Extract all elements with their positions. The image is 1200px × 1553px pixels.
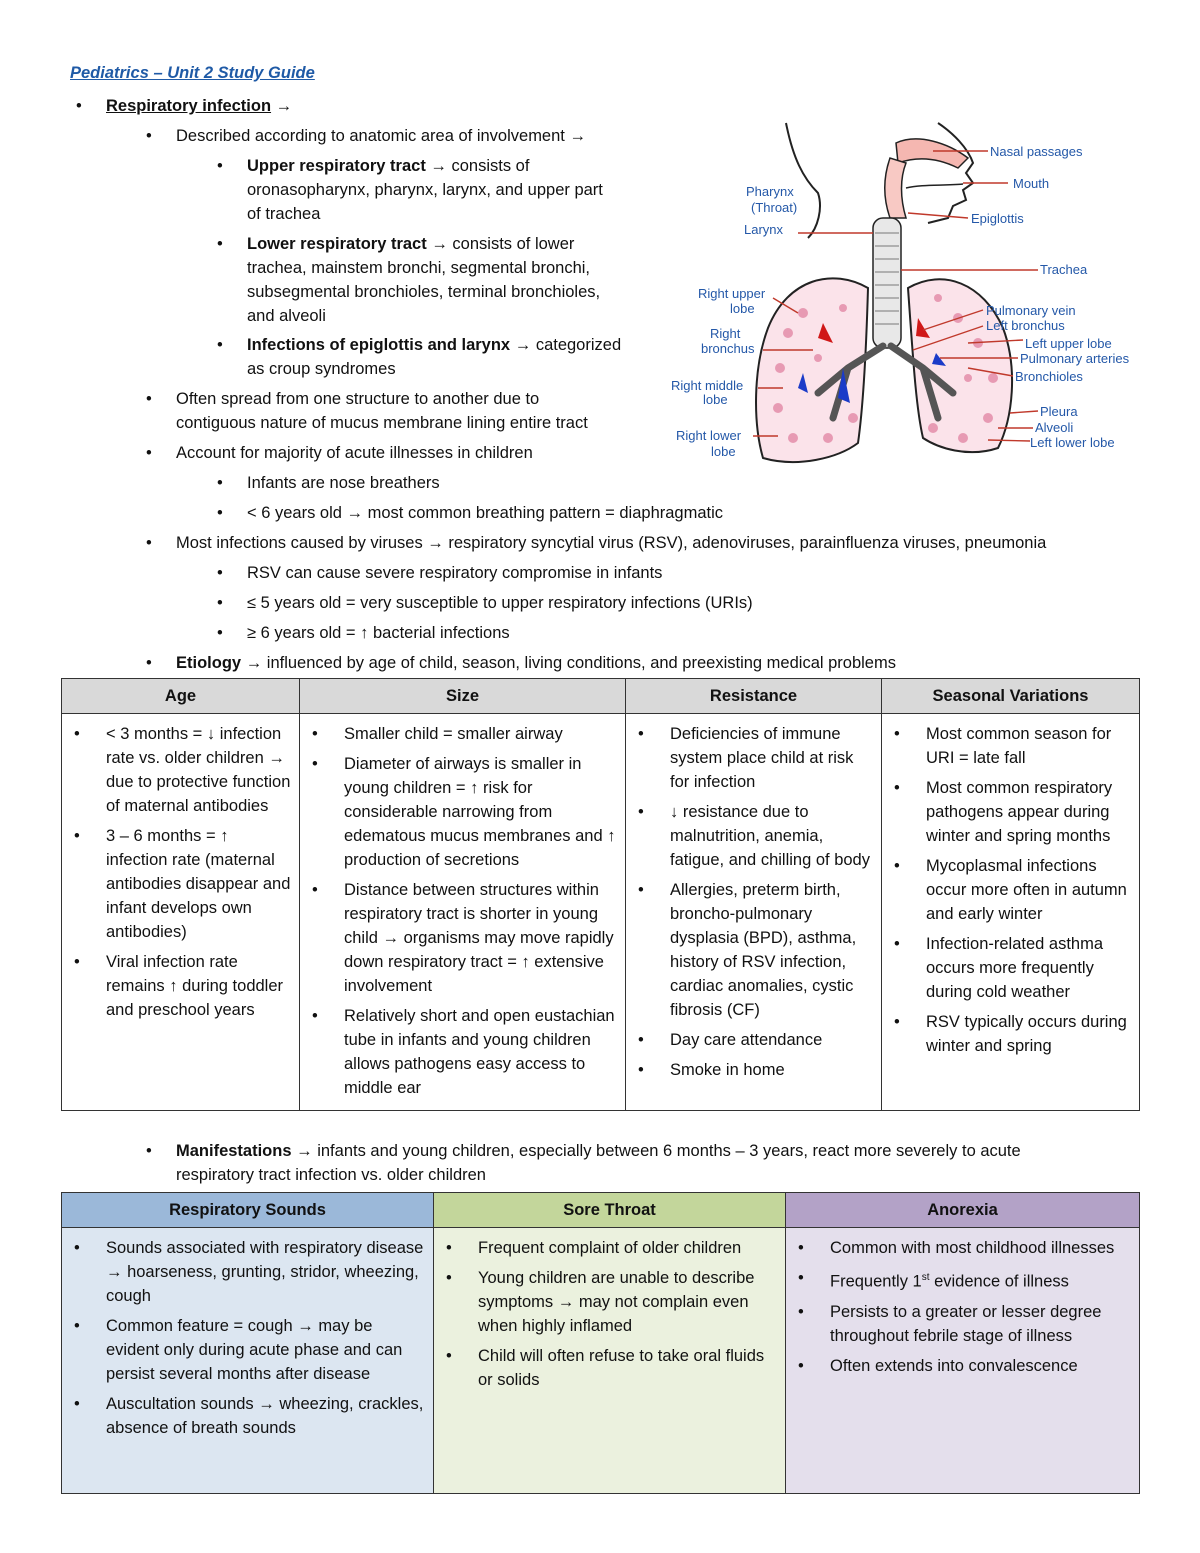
label-nasal-passages: Nasal passages — [990, 144, 1083, 159]
bullet-text: Infants are nose breathers — [247, 474, 440, 492]
cell-sore-throat — [434, 1228, 786, 1494]
tongue-line — [906, 184, 963, 188]
header-resistance: Resistance — [626, 679, 882, 714]
label-epiglottis: Epiglottis — [971, 211, 1024, 226]
nasal-cavity — [896, 139, 968, 168]
bullet-viruses: • Most infections caused by viruses → respiratory syncytial virus (RSV), adenoviruses, parainfluenza viruses, pneumonia — [146, 534, 1047, 552]
label-right-bronchus-2: bronchus — [701, 341, 755, 356]
bullet-text: of trachea — [247, 205, 321, 223]
bullet-text: RSV can cause severe respiratory compromise in infants — [247, 564, 663, 582]
label-right-upper-lobe: Right upper — [698, 286, 766, 301]
label-right-lower-lobe: Right lower — [676, 428, 742, 443]
list-item: • Infection-related asthma occurs more frequently during cold weather — [926, 932, 1133, 1004]
label-mouth: Mouth — [1013, 176, 1050, 191]
label-trachea: Trachea — [1040, 262, 1088, 277]
list-item: • Diameter of airways is smaller in young children = ↑ risk for considerable narrowing from edematous mucus membranes and ↑ production of secretions — [344, 752, 619, 872]
bullet-text: ≤ 5 years old = very susceptible to upper respiratory infections (URIs) — [247, 594, 753, 612]
bullet-spread: • Often spread from one structure to another due to contiguous nature of mucus membrane lining entire tract — [146, 390, 588, 432]
lower-tract-label: Lower respiratory tract — [247, 235, 427, 253]
bullet-text: consists of lower — [452, 235, 575, 253]
list-item: • Viral infection rate remains ↑ during toddler and preschool years — [106, 950, 293, 1022]
label-alveoli: Alveoli — [1035, 420, 1074, 435]
manifestations-table — [61, 1192, 1140, 1494]
arrow-icon: → — [431, 235, 448, 253]
header-anorexia: Anorexia — [786, 1193, 1140, 1228]
header-sore-throat: Sore Throat — [434, 1193, 786, 1228]
arrow-icon: → — [346, 504, 364, 522]
list-item: • Smaller child = smaller airway — [344, 722, 619, 746]
list-item: • Common with most childhood illnesses — [830, 1236, 1133, 1260]
bullet-etiology: • Etiology → influenced by age of child, season, living conditions, and preexisting medical problems — [146, 654, 896, 672]
bullet-rsv: • RSV can cause severe respiratory compromise in infants — [217, 564, 663, 582]
list-item: • Sounds associated with respiratory disease → hoarseness, grunting, stridor, wheezing, cough — [106, 1236, 427, 1308]
anorexia-text: evidence of illness — [929, 1272, 1069, 1291]
list-item: • Most common season for URI = late fall — [926, 722, 1133, 770]
bullet-text: oronasopharynx, pharynx, larynx, and upper part — [247, 181, 603, 199]
list-item: • Child will often refuse to take oral fluids or solids — [478, 1344, 779, 1392]
respiratory-system-diagram — [668, 118, 1148, 473]
label-pleura: Pleura — [1040, 404, 1078, 419]
list-item: • Frequent complaint of older children — [478, 1236, 779, 1260]
header-respiratory-sounds: Respiratory Sounds — [62, 1193, 434, 1228]
label-right-upper-lobe-2: lobe — [730, 301, 755, 316]
arrow-icon: → — [514, 336, 532, 354]
page-title: Pediatrics – Unit 2 Study Guide — [70, 64, 315, 82]
label-throat: (Throat) — [751, 200, 798, 215]
arrow-icon: → — [245, 654, 263, 672]
bullet-described: • Described according to anatomic area of involvement → — [146, 127, 586, 145]
label-pharynx: Pharynx — [746, 184, 794, 199]
arrow-icon: → — [275, 97, 293, 115]
list-item: • Young children are unable to describe symptoms → may not complain even when highly inflamed — [478, 1266, 779, 1338]
list-item: • Most common respiratory pathogens appear during winter and spring months — [926, 776, 1133, 848]
bullet-majority: • Account for majority of acute illnesses in children — [146, 444, 533, 462]
bullet-text: infants and young children, especially between 6 months – 3 years, react more severely to acute — [317, 1142, 1021, 1160]
label-right-middle-lobe: Right middle — [671, 378, 744, 393]
bullet-text: contiguous nature of mucus membrane lining entire tract — [176, 414, 588, 432]
manifestations-label: Manifestations — [176, 1142, 292, 1160]
arrow-icon: → — [569, 127, 586, 145]
label-pulmonary-vein: Pulmonary vein — [986, 303, 1076, 318]
list-item: • Mycoplasmal infections occur more often in autumn and early winter — [926, 854, 1133, 926]
bullet-text: respiratory tract infection vs. older children — [176, 1166, 486, 1184]
bullet-text: influenced by age of child, season, living conditions, and preexisting medical problems — [266, 654, 896, 672]
bullet-text: respiratory syncytial virus (RSV), adenoviruses, parainfluenza viruses, pneumonia — [448, 534, 1047, 552]
bullet-text: categorized — [535, 336, 622, 354]
list-item: • < 3 months = ↓ infection rate vs. older children → due to protective function of maternal antibodies — [106, 722, 293, 818]
arrow-icon: → — [427, 534, 444, 552]
cell-resistance — [626, 714, 882, 1111]
label-right-lower-lobe-2: lobe — [711, 444, 736, 459]
list-item: • ↓ resistance due to malnutrition, anemia, fatigue, and chilling of body — [670, 800, 875, 872]
list-item: • Persists to a greater or lesser degree throughout febrile stage of illness — [830, 1300, 1133, 1348]
list-item: • Relatively short and open eustachian tube in infants and young children allows pathogens easy access to middle ear — [344, 1004, 619, 1100]
label-left-bronchus: Left bronchus — [986, 318, 1065, 333]
superscript: st — [921, 1272, 930, 1283]
list-item: • Deficiencies of immune system place child at risk for infection — [670, 722, 875, 794]
label-right-bronchus: Right — [710, 326, 741, 341]
list-item: • Often extends into convalescence — [830, 1354, 1133, 1378]
bullet-text: Described according to anatomic area of involvement — [176, 127, 565, 145]
pharynx-shape — [885, 158, 906, 218]
label-right-middle-lobe-2: lobe — [703, 392, 728, 407]
bullet-text: trachea, mainstem bronchi, segmental bronchi, — [247, 259, 591, 277]
list-item — [830, 1266, 1133, 1294]
arrow-icon: → — [430, 157, 447, 175]
list-item: • Smoke in home — [670, 1058, 875, 1082]
label-bronchioles: Bronchioles — [1015, 369, 1083, 384]
label-left-lower-lobe: Left lower lobe — [1030, 435, 1115, 450]
bullet-text: < 6 years old — [247, 504, 342, 522]
bullet-text: most common breathing pattern = diaphragmatic — [367, 504, 724, 522]
epiglottis-label: Infections of epiglottis and larynx — [247, 336, 511, 354]
label-larynx: Larynx — [744, 222, 784, 237]
bullet-text: Often spread from one structure to another due to — [176, 390, 540, 408]
label-left-upper-lobe: Left upper lobe — [1025, 336, 1112, 351]
list-item: • Auscultation sounds → wheezing, crackles, absence of breath sounds — [106, 1392, 427, 1440]
bullet-nose-breathers: • Infants are nose breathers — [217, 474, 440, 492]
bullet-ge6: • ≥ 6 years old = ↑ bacterial infections — [217, 624, 510, 642]
label-pulmonary-arteries: Pulmonary arteries — [1020, 351, 1130, 366]
arrow-icon: → — [296, 1142, 313, 1160]
bullet-text: and alveoli — [247, 307, 326, 325]
cell-respiratory-sounds — [62, 1228, 434, 1494]
head-outline — [786, 123, 820, 238]
cell-anorexia — [786, 1228, 1140, 1494]
right-lung — [756, 278, 868, 462]
bullet-lower-tract: • Lower respiratory tract → consists of lower trachea, mainstem bronchi, segmental bronchi, subsegmental bronchioles, terminal bronchioles, and alveoli — [217, 235, 601, 325]
bullet-six-years: • < 6 years old → most common breathing pattern = diaphragmatic — [217, 504, 724, 522]
list-item: • Allergies, preterm birth, broncho-pulmonary dysplasia (BPD), asthma, history of RSV infection, cardiac anomalies, cystic fibrosis (CF) — [670, 878, 875, 1022]
etiology-table — [61, 678, 1140, 1111]
bullet-manifestations: • Manifestations → infants and young children, especially between 6 months – 3 years, react more severely to acute respiratory tract infection vs. older children — [146, 1142, 1021, 1184]
face-outline — [928, 123, 973, 223]
cell-seasonal — [882, 714, 1140, 1111]
cell-size — [300, 714, 626, 1111]
bullet-text: ≥ 6 years old = ↑ bacterial infections — [247, 624, 510, 642]
bullet-text: consists of — [451, 157, 530, 175]
bullet-le5: • ≤ 5 years old = very susceptible to upper respiratory infections (URIs) — [217, 594, 753, 612]
list-item: • 3 – 6 months = ↑ infection rate (maternal antibodies disappear and infant develops own antibodies) — [106, 824, 293, 944]
header-size: Size — [300, 679, 626, 714]
upper-tract-label: Upper respiratory tract — [247, 157, 426, 175]
bullet-text: Most infections caused by viruses — [176, 534, 423, 552]
list-item: • Day care attendance — [670, 1028, 875, 1052]
bullet-text: subsegmental bronchioles, terminal bronchioles, — [247, 283, 601, 301]
trachea-shape — [873, 218, 901, 348]
header-age: Age — [62, 679, 300, 714]
list-item: • RSV typically occurs during winter and spring — [926, 1010, 1133, 1058]
anorexia-text: Frequently 1 — [830, 1272, 922, 1291]
bullet-upper-tract: • Upper respiratory tract → consists of oronasopharynx, pharynx, larynx, and upper part of trachea — [217, 157, 603, 223]
header-seasonal: Seasonal Variations — [882, 679, 1140, 714]
list-item: • Common feature = cough → may be evident only during acute phase and can persist several months after disease — [106, 1314, 427, 1386]
etiology-label: Etiology — [176, 654, 242, 672]
list-item: • Distance between structures within respiratory tract is shorter in young child → organisms may move rapidly down respiratory tract = ↑ extensive involvement — [344, 878, 619, 998]
bullet-text: as croup syndromes — [247, 360, 396, 378]
bullet-epiglottis: • Infections of epiglottis and larynx → categorized as croup syndromes — [217, 336, 622, 378]
cell-age — [62, 714, 300, 1111]
bullet-respiratory-infection: • Respiratory infection → — [76, 97, 293, 115]
respiratory-infection-heading: Respiratory infection — [106, 97, 272, 115]
bullet-text: Account for majority of acute illnesses in children — [176, 444, 533, 462]
